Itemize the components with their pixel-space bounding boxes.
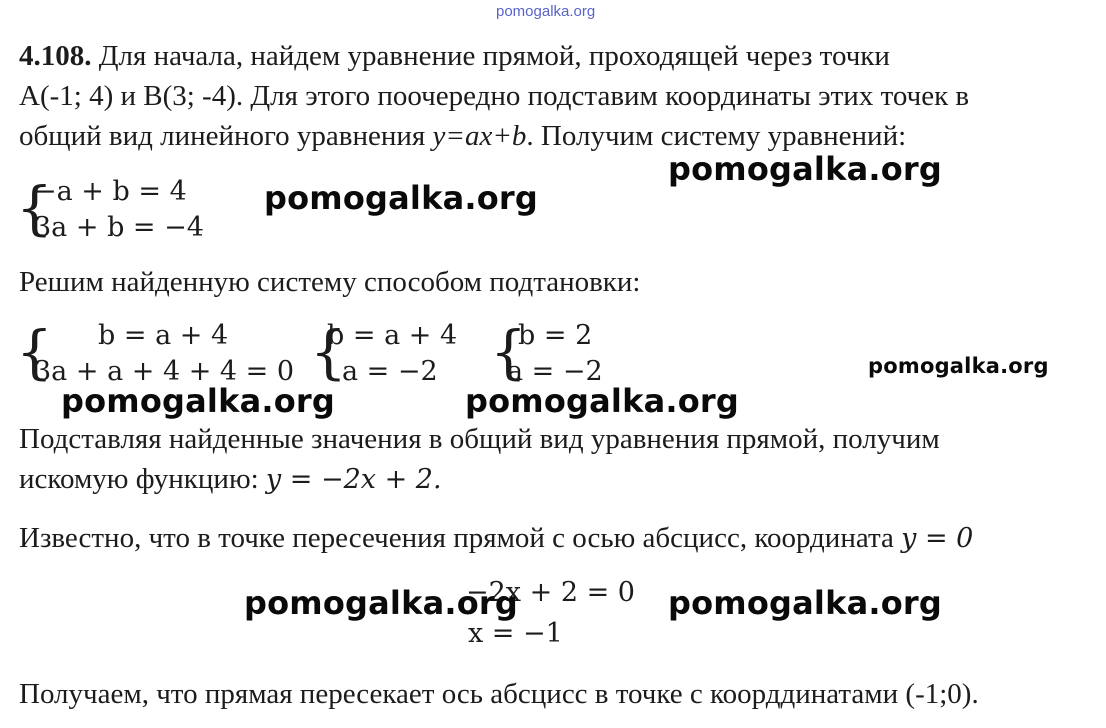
solve-text: Решим найденную систему способом подтановки: xyxy=(19,266,641,298)
problem-line-1 xyxy=(19,36,890,76)
result-function: y = −2x + 2. xyxy=(265,464,442,495)
system-3-eq-1: b = a + 4 xyxy=(327,320,458,351)
known-text: Известно, что в точке пересечения прямой с осью абсцисс, координата xyxy=(19,522,902,554)
watermark: pomogalka.org xyxy=(868,354,1049,378)
left-brace: { xyxy=(16,174,53,242)
substitute-line-2 xyxy=(19,459,442,500)
linear-formula: y=ax+b xyxy=(432,120,527,152)
left-brace: { xyxy=(310,318,347,386)
system-2-eq-2: 3a + a + 4 + 4 = 0 xyxy=(34,356,295,387)
left-brace: { xyxy=(16,318,53,386)
equation-1: −2x + 2 = 0 xyxy=(466,577,635,608)
known-formula: y = 0 xyxy=(901,523,974,554)
watermark: pomogalka.org xyxy=(668,584,942,622)
watermark: pomogalka.org xyxy=(465,382,739,420)
problem-line-2: A(-1; 4) и B(3; -4). Для этого поочередно подставим координаты этих точек в xyxy=(19,80,970,112)
system-1-eq-1: −a + b = 4 xyxy=(34,176,187,207)
problem-text-3-pre: общий вид линейного уравнения xyxy=(19,120,433,152)
system-2-eq-1: b = a + 4 xyxy=(98,320,229,351)
system-3-eq-2: a = −2 xyxy=(342,356,438,387)
known-line xyxy=(19,518,973,559)
system-4-eq-1: b = 2 xyxy=(518,320,593,351)
equation-2: x = −1 xyxy=(468,618,563,649)
system-1-eq-2: 3a + b = −4 xyxy=(34,212,204,243)
conclusion: Получаем, что прямая пересекает ось абсцисс в точке с коорддинатами (-1;0). xyxy=(19,678,979,710)
watermark: pomogalka.org xyxy=(668,150,942,188)
substitute-text: искомую функцию: xyxy=(19,463,266,495)
problem-number: 4.108. xyxy=(19,40,92,72)
system-4-eq-2: a = −2 xyxy=(507,356,603,387)
watermark: pomogalka.org xyxy=(61,382,335,420)
problem-text-3-post: . Получим систему уравнений: xyxy=(526,120,907,152)
watermark-top: pomogalka.org xyxy=(496,3,596,20)
problem-text-1: Для начала, найдем уравнение прямой, проходящей через точки xyxy=(91,40,890,72)
substitute-line-1: Подставляя найденные значения в общий вид уравнения прямой, получим xyxy=(19,423,940,455)
watermark: pomogalka.org xyxy=(244,584,518,622)
left-brace: { xyxy=(490,318,527,386)
watermark: pomogalka.org xyxy=(264,179,538,217)
